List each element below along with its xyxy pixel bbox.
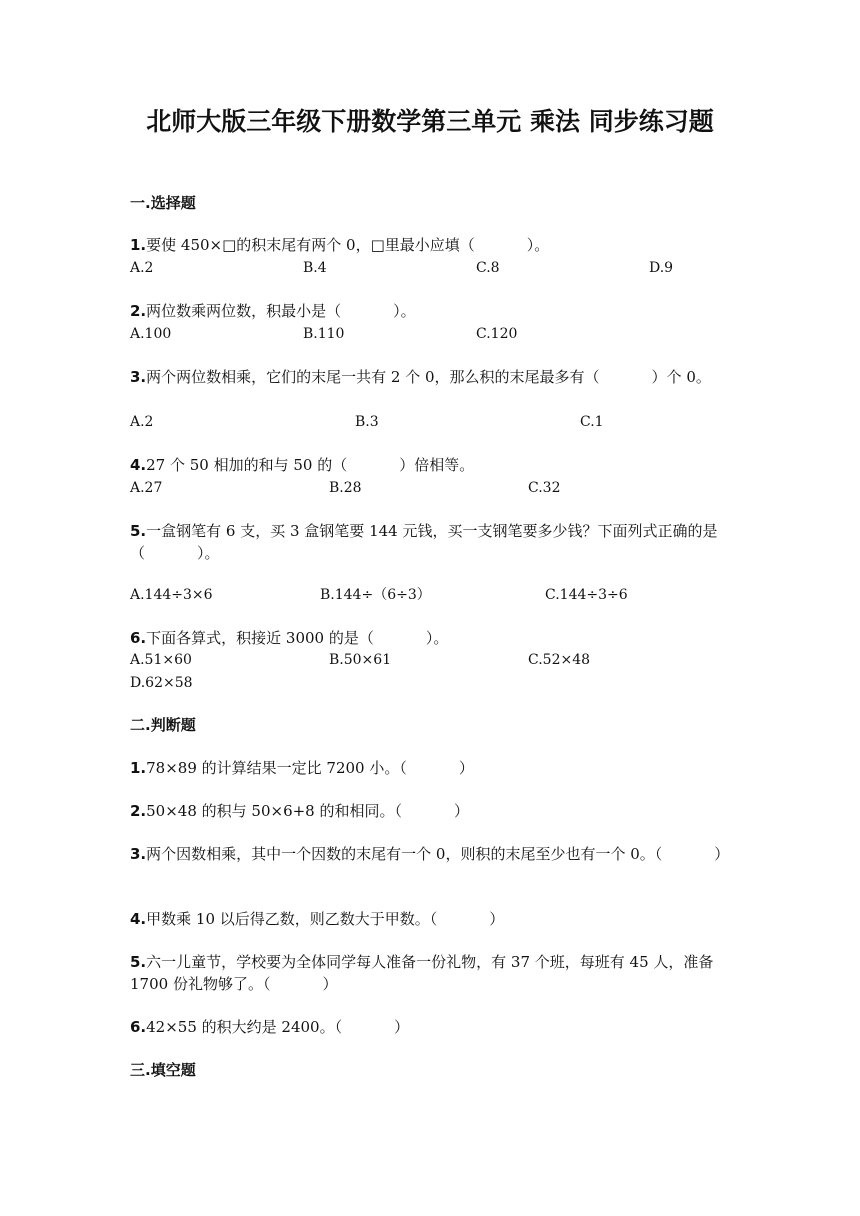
question-text: 要使 450×□的积末尾有两个 0，□里最小应填（ [146,236,475,254]
question-number: 6. [130,1018,147,1036]
question-text: 50×48 的积与 50×6+8 的和相同。（ [146,802,402,820]
question-text-tail: ）。 [526,236,550,254]
question-text-tail: ） [394,1018,410,1036]
option-row [130,672,730,694]
option-a[interactable]: A.144÷3×6 [130,587,213,603]
option-row [130,477,730,499]
option-b[interactable]: B.28 [329,480,362,496]
option-c[interactable]: C.120 [476,326,518,342]
option-row [130,411,730,433]
question-number: 4. [130,456,147,474]
question-text-tail: ） [458,759,474,777]
question-text-tail: ）。 [197,544,220,562]
question-number: 1. [130,759,147,777]
question-text: 两位数乘两位数，积最小是（ [146,302,342,320]
question-text: 27 个 50 相加的和与 50 的（ [146,456,348,474]
question-stem [130,800,730,822]
option-row [130,649,730,671]
section-heading-fill-in: 三.填空题 [130,1061,196,1079]
question-text-tail: ） [322,975,338,993]
option-a[interactable]: A.100 [130,326,172,342]
option-b[interactable]: B.144÷（6÷3） [320,587,431,603]
option-d[interactable]: D.9 [649,260,674,276]
question-number: 5. [130,522,147,540]
question-number: 2. [130,302,147,320]
section-heading-choice: 一.选择题 [130,194,196,212]
option-c[interactable]: C.1 [580,414,604,430]
option-row [130,257,730,279]
option-row [130,584,730,606]
option-c[interactable]: C.32 [528,480,561,496]
option-b[interactable]: B.50×61 [329,652,392,668]
question-text: 两个两位数相乘，它们的末尾一共有 2 个 0，那么积的末尾最多有（ [146,368,600,386]
question-text-tail: ） [454,802,470,820]
question-stem [130,627,730,649]
question-text-tail: ） [714,845,730,863]
question-number: 1. [130,236,147,254]
question-stem [130,843,730,865]
worksheet-title: 北师大版三年级下册数学第三单元 乘法 同步练习题 [146,107,714,136]
question-stem [130,951,730,995]
section-heading-judgement: 二.判断题 [130,716,196,734]
question-text: 两个因数相乘，其中一个因数的末尾有一个 0，则积的末尾至少也有一个 0。（ [146,845,663,863]
question-text: 六一儿童节，学校要为全体同学每人准备一份礼物，有 37 个班，每班有 45 人，准备 1700 份礼物够了。（ [130,953,714,993]
question-text: 78×89 的计算结果一定比 7200 小。（ [146,759,407,777]
question-text: 42×55 的积大约是 2400。（ [146,1018,343,1036]
option-c[interactable]: C.144÷3÷6 [545,587,628,603]
question-text-tail: ）个 0。 [651,368,711,386]
question-stem [130,1016,730,1038]
question-text-tail: ）。 [425,629,449,647]
question-stem [130,908,730,930]
question-number: 5. [130,953,147,971]
option-b[interactable]: B.3 [355,414,379,430]
question-number: 3. [130,845,147,863]
option-a[interactable]: A.2 [130,260,154,276]
question-stem [130,366,730,388]
option-c[interactable]: C.52×48 [528,652,591,668]
question-number: 6. [130,629,147,647]
question-number: 3. [130,368,147,386]
question-text-tail: ）倍相等。 [399,456,475,474]
option-b[interactable]: B.110 [303,326,345,342]
option-d[interactable]: D.62×58 [130,675,193,691]
question-text: 下面各算式，积接近 3000 的是（ [146,629,374,647]
option-b[interactable]: B.4 [303,260,327,276]
option-a[interactable]: A.27 [130,480,163,496]
question-stem [130,520,730,564]
question-stem [130,300,730,322]
question-stem [130,454,730,476]
question-stem [130,757,730,779]
option-a[interactable]: A.51×60 [130,652,192,668]
question-text: 甲数乘 10 以后得乙数，则乙数大于甲数。（ [146,910,438,928]
question-number: 2. [130,802,147,820]
option-c[interactable]: C.8 [476,260,500,276]
question-text-tail: ）。 [393,302,416,320]
option-a[interactable]: A.2 [130,414,154,430]
question-number: 4. [130,910,147,928]
question-stem [130,234,730,256]
question-text: 一盒钢笔有 6 支，买 3 盒钢笔要 144 元钱，买一支钢笔要多少钱？下面列式正确的是（ [130,522,718,562]
option-row [130,323,730,345]
question-text-tail: ） [489,910,505,928]
